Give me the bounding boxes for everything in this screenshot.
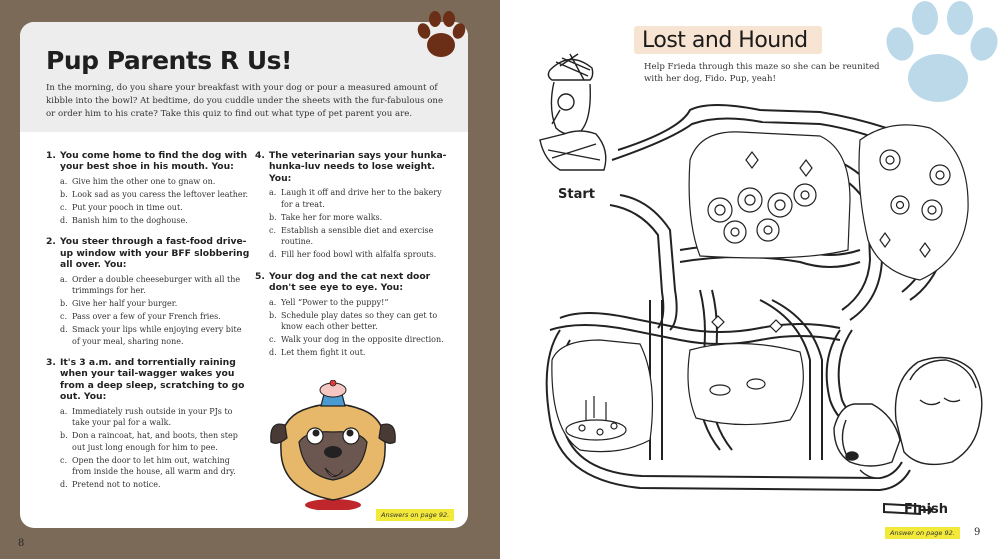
answer-option: b. Schedule play dates so they can get to know each other better. xyxy=(269,310,438,332)
answer-option: b. Give her half your burger. xyxy=(60,299,178,309)
paw-print-icon xyxy=(410,5,472,67)
dog-hug-illustration xyxy=(834,358,982,479)
answer-option: b. Take her for more walks. xyxy=(269,212,383,222)
quiz-question xyxy=(255,271,455,359)
quiz-column-right xyxy=(255,150,455,369)
answers-note: Answer on page 92. xyxy=(885,527,960,539)
question-text: The veterinarian says your hunka-hunka-luv needs to lose weight. You: xyxy=(269,150,447,184)
question-number: 4. xyxy=(255,150,265,161)
quiz-card xyxy=(20,22,468,528)
pug-illustration xyxy=(263,380,403,510)
answer-option: a. Immediately rush outside in your PJs to take your pal for a walk. xyxy=(60,406,233,428)
maze-instructions: Help Frieda through this maze so she can be reunited with her dog, Fido. Pup, yeah! xyxy=(644,62,880,84)
question-number: 5. xyxy=(255,270,265,282)
question-text: It's 3 a.m. and torrentially raining when your tail-wagger wakes you from a deep sleep, scratching to go out. You: xyxy=(60,357,245,403)
right-page xyxy=(500,0,1000,559)
answers-note: Answers on page 92. xyxy=(376,509,454,521)
maze-start-label: Start xyxy=(558,187,595,202)
answer-option: b. Don a raincoat, hat, and boots, then step out just long enough for him to pee. xyxy=(60,431,238,452)
page-number-left: 8 xyxy=(18,538,25,549)
quiz-question xyxy=(255,150,455,261)
maze-title: Lost and Hound xyxy=(642,28,808,53)
quiz-question xyxy=(46,357,251,491)
leaf-field xyxy=(859,125,968,280)
answer-option: c. Open the door to let him out, watching from inside the house, all warm and dry. xyxy=(60,455,236,477)
quiz-column-left xyxy=(46,150,251,501)
quiz-title: Pup Parents R Us! xyxy=(46,46,292,75)
pond xyxy=(552,340,653,452)
answer-option: b. Look sad as you caress the leftover leather. xyxy=(60,189,249,199)
question-text: You come home to find the dog with your best shoe in his mouth. You: xyxy=(60,150,248,173)
quiz-question xyxy=(46,236,251,347)
answer-option: d. Fill her food bowl with alfalfa sprouts. xyxy=(269,250,437,260)
answer-option: d. Pretend not to notice. xyxy=(60,480,161,490)
maze-illustration xyxy=(500,0,1000,559)
page-number-right: 9 xyxy=(974,527,981,538)
answer-option: c. Establish a sensible diet and exercise routine. xyxy=(269,225,434,247)
answer-option: d. Let them fight it out. xyxy=(269,348,366,358)
answer-option: a. Order a double cheeseburger with all the trimmings for her. xyxy=(60,274,241,296)
sunflower-field xyxy=(689,132,850,258)
answer-option: c. Pass over a few of your French fries. xyxy=(60,312,221,322)
answer-option: d. Smack your lips while enjoying every bite of your meal, sharing none. xyxy=(60,325,242,346)
detective-girl-illustration xyxy=(540,54,606,170)
maze-finish-label: Finish xyxy=(904,502,949,517)
quiz-question xyxy=(46,150,251,226)
question-number: 2. xyxy=(46,236,56,248)
answer-option: a. Give him the other one to gnaw on. xyxy=(60,176,216,186)
answer-option: a. Yell “Power to the puppy!” xyxy=(269,297,389,307)
answer-option: c. Put your pooch in time out. xyxy=(60,202,183,212)
answer-option: c. Walk your dog in the opposite direction. xyxy=(269,335,444,345)
question-number: 1. xyxy=(46,150,56,161)
question-number: 3. xyxy=(46,357,56,369)
quiz-intro: In the morning, do you share your breakfast with your dog or pour a measured amount of kibble into the bowl? At bedtime, do you cuddle under the sheets with the fur-fabulous one or order him to his crate? Take this quiz to find out what type of pet parent you are. xyxy=(46,83,444,119)
answer-option: a. Laugh it off and drive her to the bakery for a treat. xyxy=(269,188,442,209)
question-text: You steer through a fast-food drive-up window with your BFF slobbering all over. You: xyxy=(60,236,250,271)
question-text: Your dog and the cat next door don't see eye to eye. You: xyxy=(269,270,431,294)
answer-option: d. Banish him to the doghouse. xyxy=(60,215,188,225)
